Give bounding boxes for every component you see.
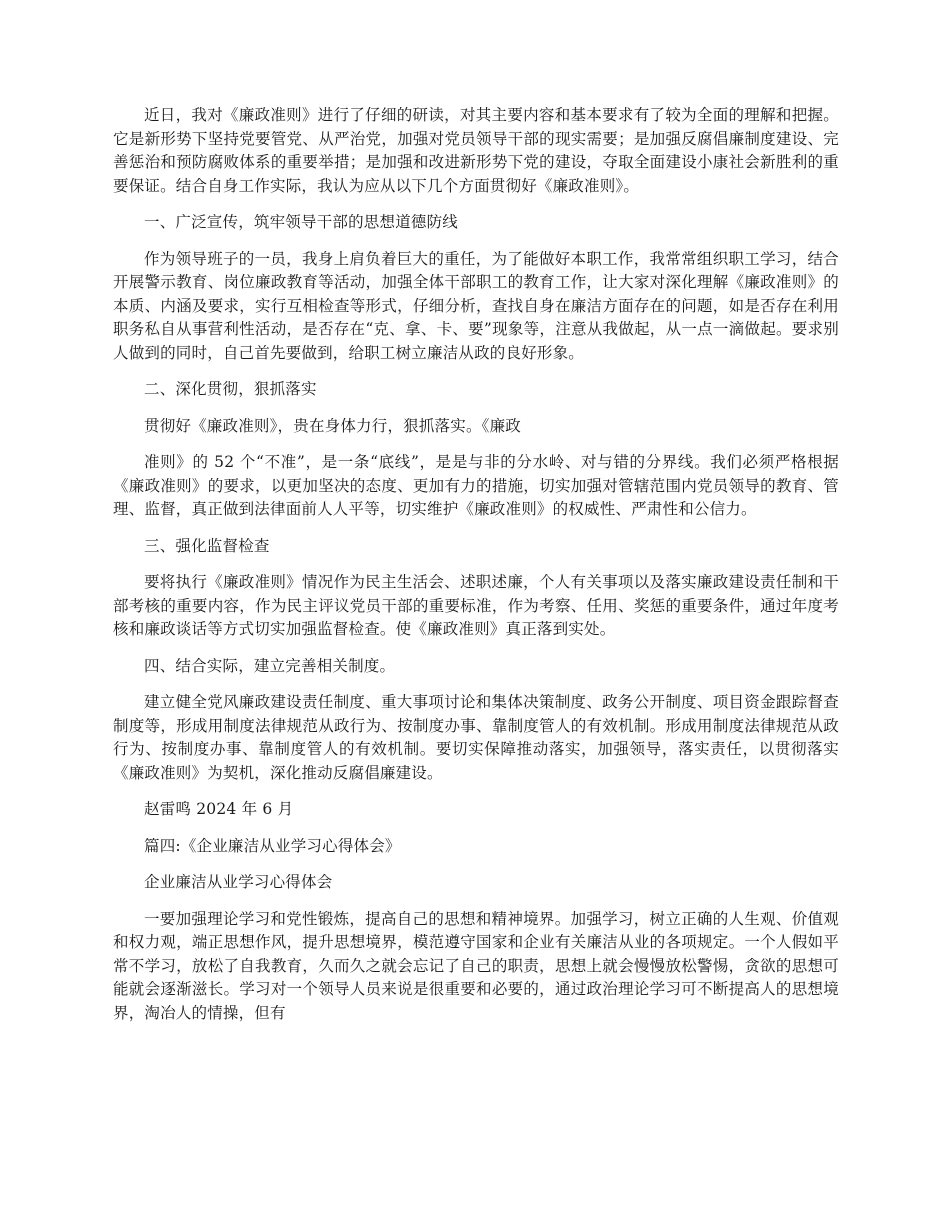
section-1-paragraph: 作为领导班子的一员，我身上肩负着巨大的重任，为了能做好本职工作，我常常组织职工学习，结合开展警示教育、岗位廉政教育等活动，加强全体干部职工的教育工作，让大家对深化理解《廉政准则》的本质、内涵及要求，实行互相检查等形式，仔细分析，查找自身在廉洁方面存在的问题，如是否存在利用职务私自从事营利性活动，是否存在“克、拿、卡、要”现象等，注意从我做起，从一点一滴做起。要求别人做到的同时，自己首先要做到，给职工树立廉洁从政的良好形象。 (113, 249, 839, 362)
article-four-subtitle: 企业廉洁从业学习心得体会 (144, 873, 333, 891)
section-3-paragraph: 要将执行《廉政准则》情况作为民主生活会、述职述廉，个人有关事项以及落实廉政建设责任制和干部考核的重要内容，作为民主评议党员干部的重要标准，作为考察、任用、奖惩的重要条件，通过年度考核和廉政谈话等方式切实加强监督检查。使《廉政准则》真正落到实处。 (113, 573, 839, 638)
section-heading-4: 四、结合实际，建立完善相关制度。 (144, 656, 396, 675)
section-2-paragraph: 准则》的 52 个“不准”，是一条“底线”，是是与非的分水岭、对与错的分界线。我们必须严格根据《廉政准则》的要求，以更加坚决的态度、更加有力的措施，切实加强对管辖范围内党员领导的教育、管理、监督，真正做到法律面前人人平等，切实维护《廉政准则》的权威性、严肃性和公信力。 (113, 453, 839, 518)
section-heading-2: 二、深化贯彻，狠抓落实 (144, 380, 317, 398)
article-four-title: 篇四:《企业廉洁从业学习心得体会》 (144, 836, 401, 855)
intro-paragraph: 近日，我对《廉政准则》进行了仔细的研读，对其主要内容和基本要求有了较为全面的理解和把握。它是新形势下坚持党要管党、从严治党，加强对党员领导干部的现实需要；是加强反腐倡廉制度建设、完善惩治和预防腐败体系的重要举措；是加强和改进新形势下党的建设，夺取全面建设小康社会新胜利的重要保证。结合自身工作实际，我认为应从以下几个方面贯彻好《廉政准则》。 (113, 106, 839, 195)
section-heading-3: 三、强化监督检查 (144, 536, 270, 555)
section-4-paragraph: 建立健全党风廉政建设责任制度、重大事项讨论和集体决策制度、政务公开制度、项目资金跟踪督查制度等，形成用制度法律规范从政行为、按制度办事、靠制度管人的有效机制。形成用制度法律规范从政行为、按制度办事、靠制度管人的有效机制。要切实保障推动落实，加强领导，落实责任，以贯彻落实《廉政准则》为契机，深化推动反腐倡廉建设。 (113, 693, 839, 782)
section-2-lead-line: 贯彻好《廉政准则》，贵在身体力行，狠抓落实。《廉政 (144, 416, 522, 435)
document-page (113, 104, 839, 1038)
section-heading-1: 一、广泛宣传，筑牢领导干部的思想道德防线 (144, 213, 459, 231)
article-four-paragraph: 一要加强理论学习和党性锻炼，提高自己的思想和精神境界。加强学习，树立正确的人生观、价值观和权力观，端正思想作风，提升思想境界，模范遵守国家和企业有关廉洁从业的各项规定。一个人假如平常不学习，放松了自我教育，久而久之就会忘记了自己的职责，思想上就会慢慢放松警惕，贪欲的思想可能就会逐渐滋长。学习对一个领导人员来说是很重要和必要的，通过政治理论学习可不断提高人的思想境界，淘冶人的情操，但有 (113, 909, 839, 1022)
author-date-line: 赵雷鸣 2024 年 6 月 (144, 800, 294, 818)
